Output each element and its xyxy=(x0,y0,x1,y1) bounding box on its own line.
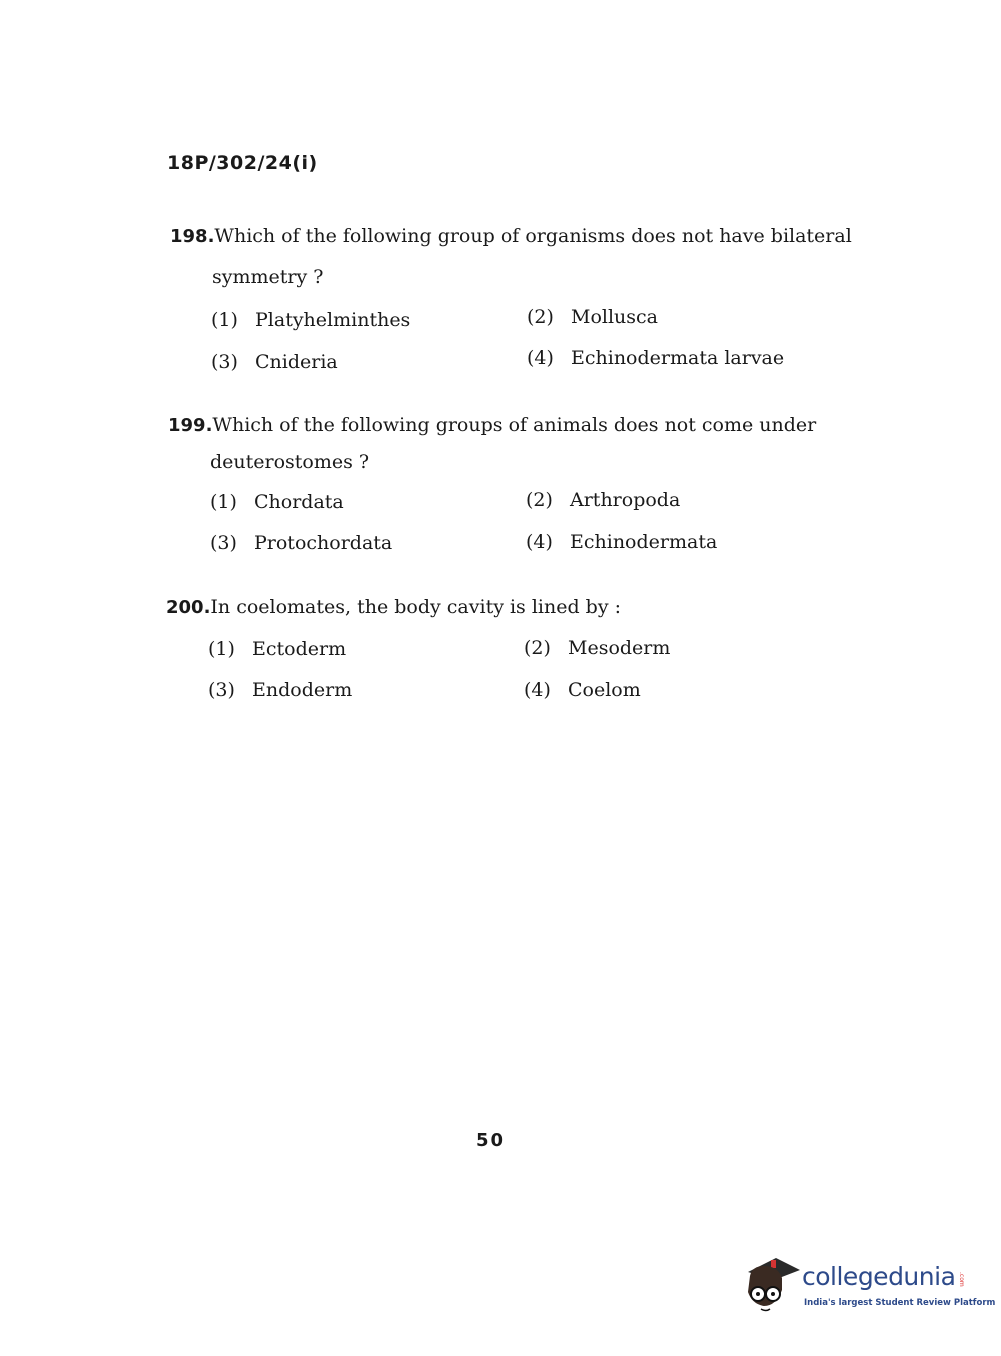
option-text: Mollusca xyxy=(571,306,659,328)
option-number: (4) xyxy=(526,531,553,553)
brand-name: collegedunia xyxy=(802,1262,956,1291)
option-number: (3) xyxy=(211,351,238,373)
option-number: (3) xyxy=(210,532,237,554)
option-number: (2) xyxy=(526,489,553,511)
option-number: (1) xyxy=(210,491,237,513)
option-199-4 xyxy=(526,531,717,553)
option-198-4 xyxy=(527,347,784,369)
option-198-3 xyxy=(211,351,338,373)
option-200-2 xyxy=(524,637,670,659)
option-text: Mesoderm xyxy=(568,637,671,659)
option-200-1 xyxy=(208,638,346,660)
collegedunia-logo xyxy=(742,1250,996,1320)
question-number: 198. xyxy=(170,226,215,247)
option-text: Endoderm xyxy=(252,679,353,701)
question-continuation: deuterostomes ? xyxy=(210,451,370,473)
option-200-4 xyxy=(524,679,641,701)
question-198 xyxy=(170,225,852,247)
option-text: Echinodermata xyxy=(570,531,718,553)
option-number: (2) xyxy=(527,306,554,328)
option-200-3 xyxy=(208,679,352,701)
question-text: Which of the following groups of animals does not come under xyxy=(212,414,817,436)
brand-dotcom: .com xyxy=(958,1272,965,1287)
option-text: Platyhelminthes xyxy=(255,309,411,331)
option-text: Echinodermata larvae xyxy=(571,347,785,369)
question-text: Which of the following group of organisms does not have bilateral xyxy=(214,225,852,247)
option-number: (4) xyxy=(527,347,554,369)
option-text: Cnideria xyxy=(255,351,338,373)
option-198-2 xyxy=(527,306,658,328)
question-number: 199. xyxy=(168,415,213,436)
question-200 xyxy=(166,596,621,618)
option-text: Arthropoda xyxy=(570,489,681,511)
question-continuation: symmetry ? xyxy=(212,266,324,288)
brand-tagline: India's largest Student Review Platform xyxy=(804,1298,996,1308)
option-number: (1) xyxy=(208,638,235,660)
question-text: In coelomates, the body cavity is lined by : xyxy=(210,596,622,618)
option-text: Protochordata xyxy=(254,532,393,554)
page-number: 50 xyxy=(476,1130,506,1151)
option-number: (4) xyxy=(524,679,551,701)
question-number: 200. xyxy=(166,597,211,618)
option-199-3 xyxy=(210,532,392,554)
option-text: Chordata xyxy=(254,491,344,513)
option-number: (1) xyxy=(211,309,238,331)
option-198-1 xyxy=(211,309,410,331)
option-199-2 xyxy=(526,489,680,511)
option-number: (3) xyxy=(208,679,235,701)
option-199-1 xyxy=(210,491,344,513)
mascot-icon xyxy=(742,1250,802,1318)
option-text: Coelom xyxy=(568,679,641,701)
option-text: Ectoderm xyxy=(252,638,347,660)
paper-code: 18P/302/24(i) xyxy=(167,152,318,174)
question-199 xyxy=(168,414,816,436)
option-number: (2) xyxy=(524,637,551,659)
